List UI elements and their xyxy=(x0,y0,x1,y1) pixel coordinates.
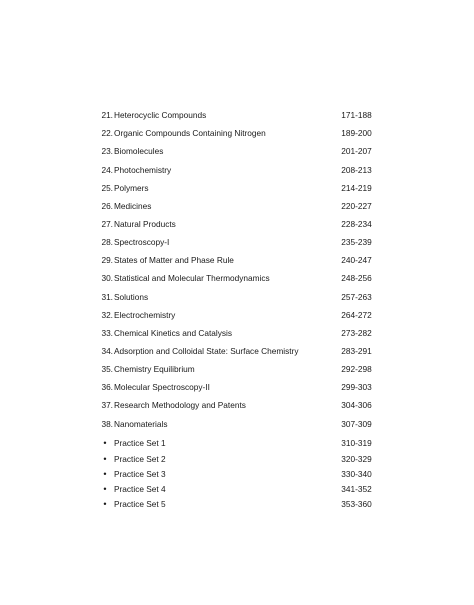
practice-set-title: Practice Set 3 xyxy=(114,469,166,479)
toc-entry xyxy=(0,326,474,340)
chapter-number: 29. xyxy=(101,255,113,265)
chapter-title: Biomolecules xyxy=(114,146,164,156)
chapter-title: Chemical Kinetics and Catalysis xyxy=(114,328,233,338)
page-range: 240-247 xyxy=(341,255,372,265)
page-range: 353-360 xyxy=(341,499,372,509)
toc-entry xyxy=(0,417,474,431)
chapter-number: 25. xyxy=(101,183,113,193)
bullet-icon: • xyxy=(103,454,107,464)
toc-entry xyxy=(0,253,474,267)
page-range: 235-239 xyxy=(341,237,372,247)
practice-set-title: Practice Set 4 xyxy=(114,484,166,494)
page-range: 208-213 xyxy=(341,165,372,175)
toc-entry xyxy=(0,144,474,158)
page-range: 201-207 xyxy=(341,146,372,156)
page-range: 299-303 xyxy=(341,382,372,392)
practice-set-title: Practice Set 1 xyxy=(114,438,166,448)
bullet-icon: • xyxy=(103,499,107,509)
chapter-title: Photochemistry xyxy=(114,165,172,175)
page-range: 257-263 xyxy=(341,292,372,302)
page-range: 189-200 xyxy=(341,128,372,138)
page-range: 320-329 xyxy=(341,454,372,464)
toc-entry xyxy=(0,126,474,140)
practice-set-entry xyxy=(0,436,474,450)
chapter-number: 35. xyxy=(101,364,113,374)
chapter-number: 30. xyxy=(101,273,113,283)
toc-entry xyxy=(0,108,474,122)
toc-entry xyxy=(0,181,474,195)
chapter-title: Statistical and Molecular Thermodynamics xyxy=(114,273,270,283)
practice-set-entry xyxy=(0,467,474,481)
chapter-title: Natural Products xyxy=(114,219,176,229)
chapter-number: 32. xyxy=(101,310,113,320)
page-range: 214-219 xyxy=(341,183,372,193)
toc-entry xyxy=(0,308,474,322)
chapter-number: 24. xyxy=(101,165,113,175)
chapter-number: 34. xyxy=(101,346,113,356)
chapter-number: 27. xyxy=(101,219,113,229)
chapter-title: States of Matter and Phase Rule xyxy=(114,255,234,265)
toc-entry xyxy=(0,362,474,376)
chapter-number: 21. xyxy=(101,110,113,120)
bullet-icon: • xyxy=(103,484,107,494)
practice-set-title: Practice Set 5 xyxy=(114,499,166,509)
bullet-icon: • xyxy=(103,438,107,448)
page-range: 283-291 xyxy=(341,346,372,356)
page-range: 304-306 xyxy=(341,400,372,410)
toc-entry xyxy=(0,235,474,249)
chapter-title: Heterocyclic Compounds xyxy=(114,110,207,120)
chapter-title: Medicines xyxy=(114,201,152,211)
chapter-title: Molecular Spectroscopy-II xyxy=(114,382,210,392)
chapter-title: Electrochemistry xyxy=(114,310,176,320)
page-range: 307-309 xyxy=(341,419,372,429)
chapter-number: 28. xyxy=(101,237,113,247)
page-range: 264-272 xyxy=(341,310,372,320)
page-range: 248-256 xyxy=(341,273,372,283)
chapter-number: 26. xyxy=(101,201,113,211)
page-range: 292-298 xyxy=(341,364,372,374)
chapter-title: Adsorption and Colloidal State: Surface Chemistry xyxy=(114,346,299,356)
chapter-number: 22. xyxy=(101,128,113,138)
toc-entry xyxy=(0,398,474,412)
page-range: 220-227 xyxy=(341,201,372,211)
practice-set-entry xyxy=(0,482,474,496)
chapter-number: 36. xyxy=(101,382,113,392)
chapter-title: Nanomaterials xyxy=(114,419,168,429)
chapter-title: Organic Compounds Containing Nitrogen xyxy=(114,128,266,138)
page-range: 330-340 xyxy=(341,469,372,479)
toc-entry xyxy=(0,199,474,213)
practice-set-entry xyxy=(0,497,474,511)
chapter-title: Spectroscopy-I xyxy=(114,237,170,247)
chapter-title: Research Methodology and Patents xyxy=(114,400,246,410)
chapter-title: Chemistry Equilibrium xyxy=(114,364,195,374)
practice-set-title: Practice Set 2 xyxy=(114,454,166,464)
chapter-title: Solutions xyxy=(114,292,149,302)
toc-entry xyxy=(0,290,474,304)
chapter-title: Polymers xyxy=(114,183,149,193)
page-range: 310-319 xyxy=(341,438,372,448)
page-range: 228-234 xyxy=(341,219,372,229)
chapter-number: 31. xyxy=(101,292,113,302)
page-range: 171-188 xyxy=(341,110,372,120)
bullet-icon: • xyxy=(103,469,107,479)
toc-entry xyxy=(0,344,474,358)
toc-entry xyxy=(0,271,474,285)
page-range: 341-352 xyxy=(341,484,372,494)
toc-entry xyxy=(0,163,474,177)
toc-entry xyxy=(0,380,474,394)
practice-set-entry xyxy=(0,452,474,466)
chapter-number: 37. xyxy=(101,400,113,410)
chapter-number: 33. xyxy=(101,328,113,338)
chapter-number: 23. xyxy=(101,146,113,156)
page-range: 273-282 xyxy=(341,328,372,338)
toc-entry xyxy=(0,217,474,231)
chapter-number: 38. xyxy=(101,419,113,429)
